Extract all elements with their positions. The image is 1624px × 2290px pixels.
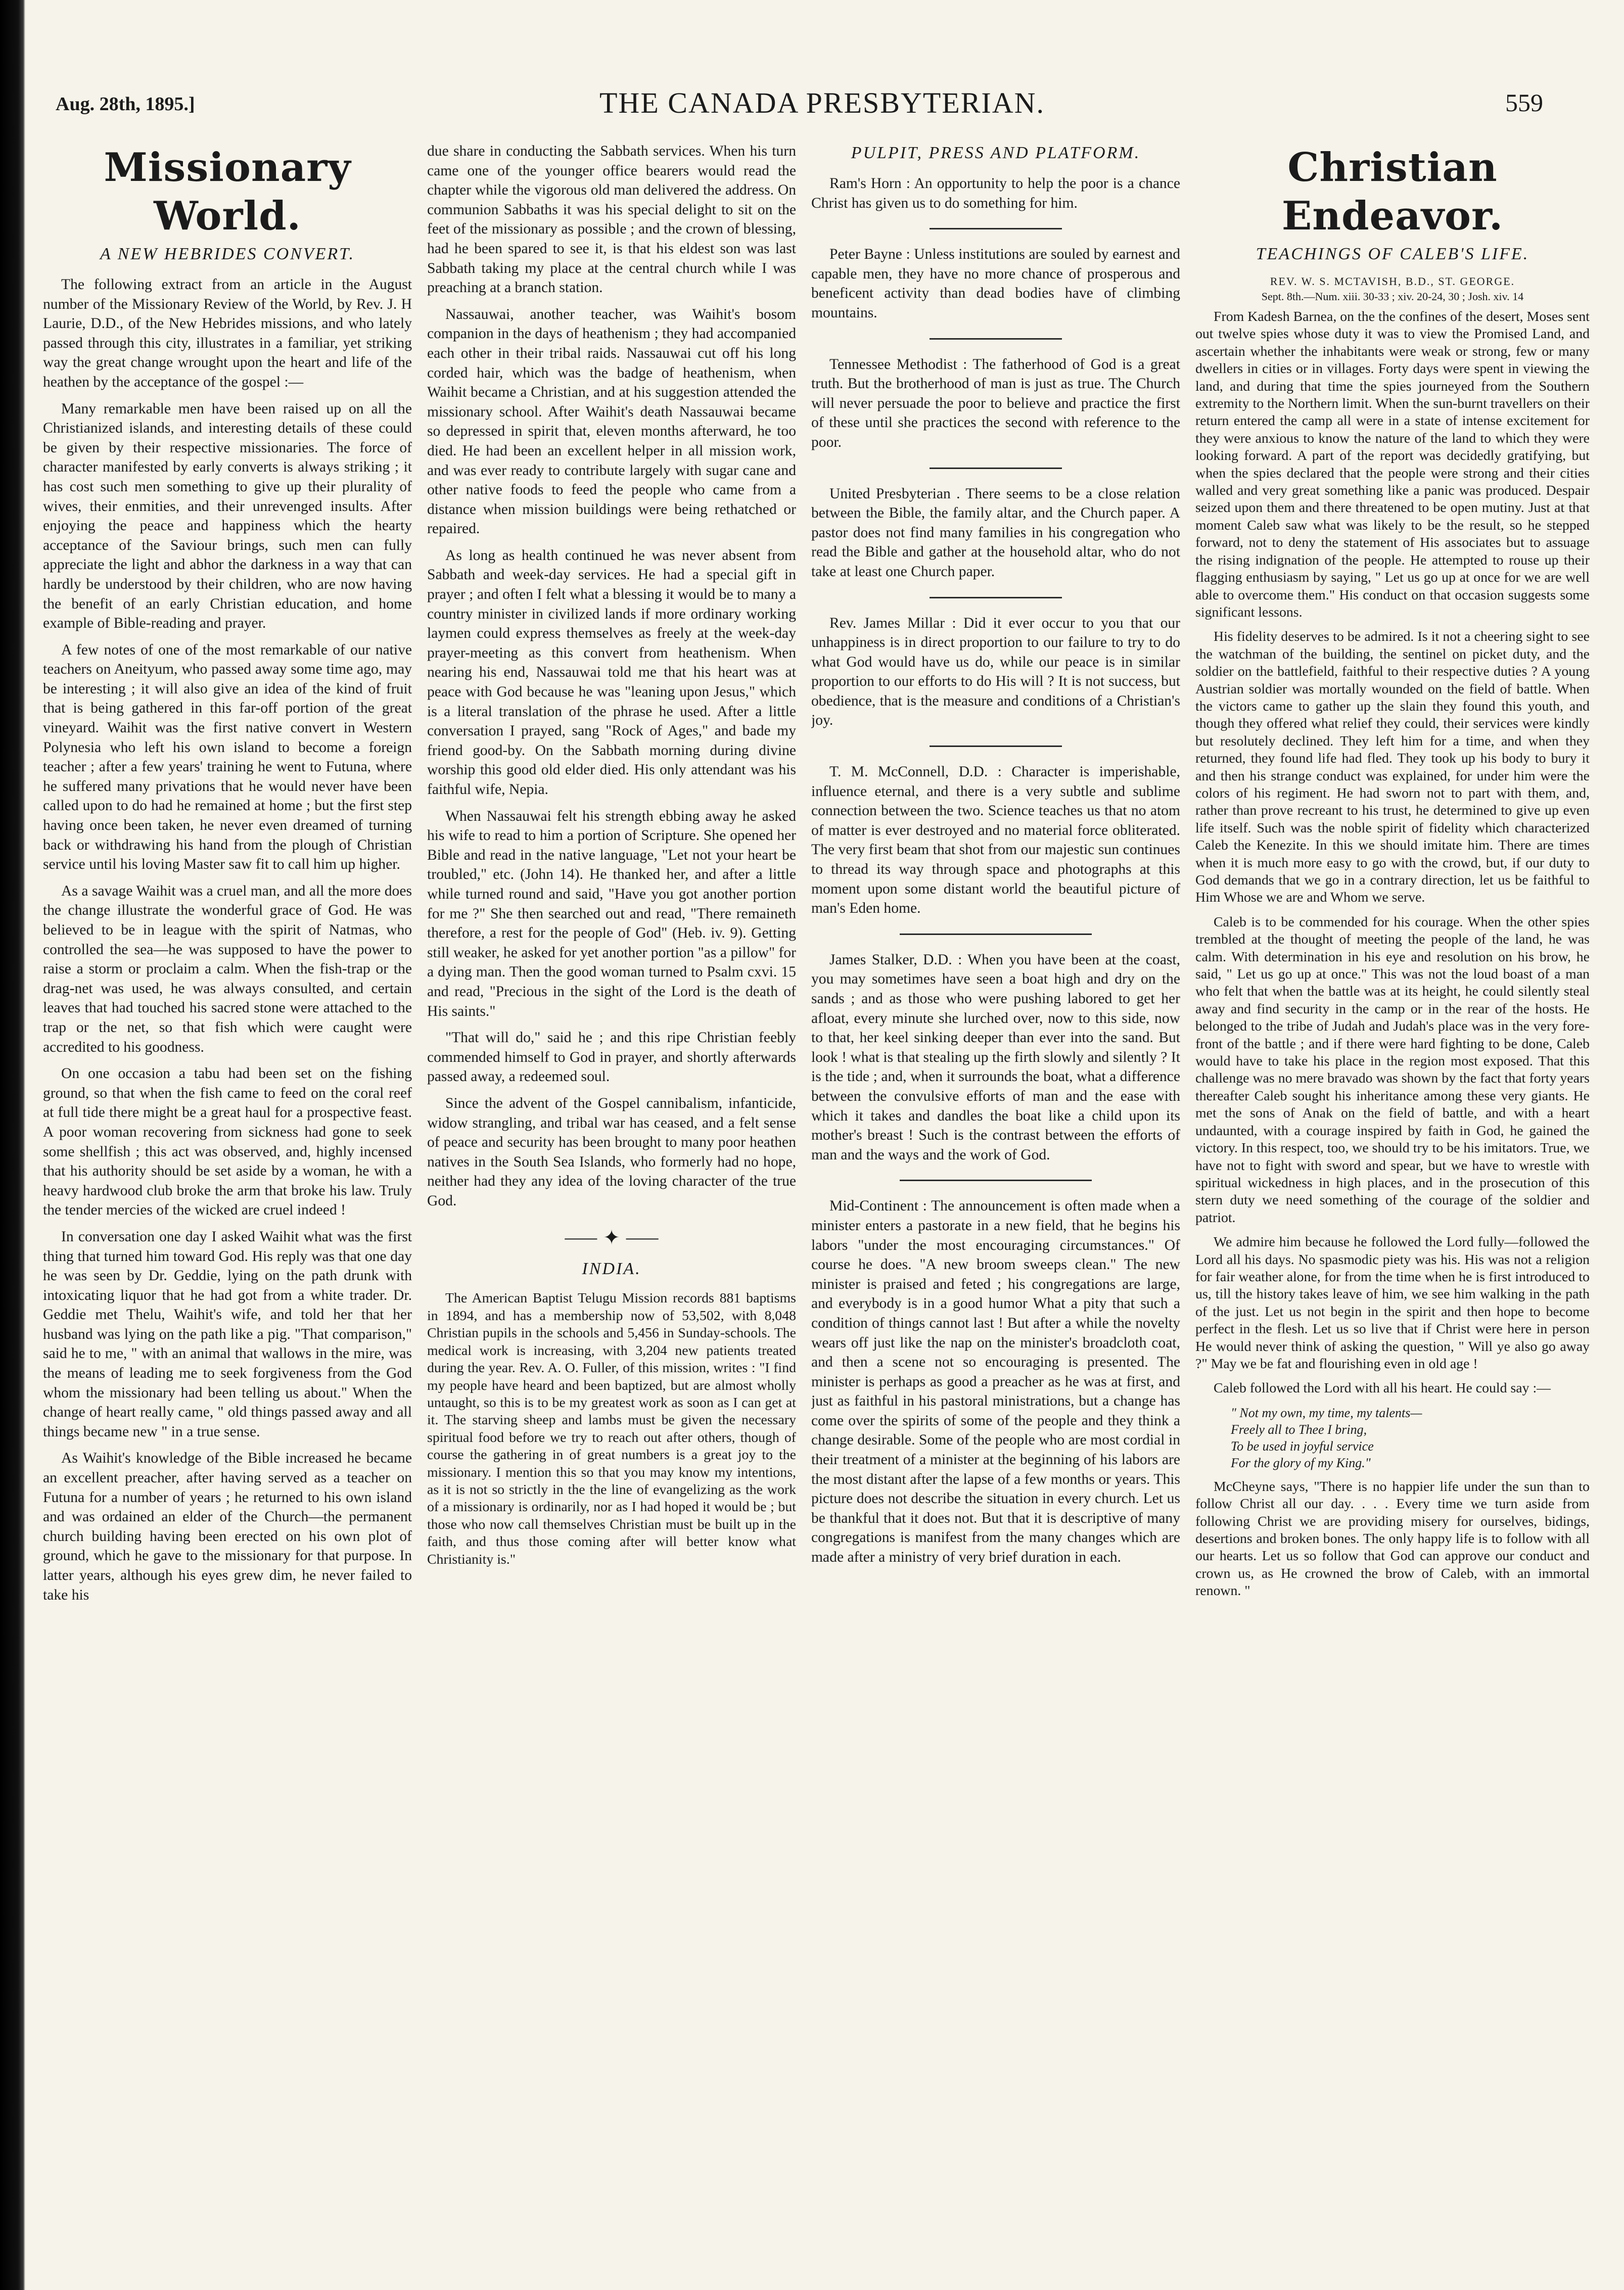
quote-text: Character is imperishable, influence eternal, and there is a very subtle and sublime connection between the two. Science teaches us that no atom of matter is ever destroyed and no material force obliterated. The very first beam that shot from our majestic sun continues to thread its way through space and photographs at this moment upon some distant world the beautiful picture of man's Eden home. — [811, 764, 1180, 917]
quotation-item — [811, 1196, 1180, 1567]
page-binding-edge — [0, 0, 25, 2290]
divider-rule — [930, 597, 1062, 598]
paragraph: McCheyne says, "There is no happier life under the sun than to follow Christ all our day. . . . Every time we turn aside from following Christ we are providing misery for ourselves, bidings, desertions and broken bones. The only happy life is to follow with all our hearts. Let us so follow that God can approve our conduct and crown us, as He crowned the brow of Caleb, with an immortal renown. " — [1195, 1478, 1590, 1599]
quotation-item — [811, 355, 1180, 452]
column-christian-endeavor — [1195, 142, 1590, 2264]
quotation-item — [811, 950, 1180, 1165]
divider-rule — [930, 228, 1062, 229]
newspaper-title: THE CANADA PRESBYTERIAN. — [599, 86, 1045, 119]
quotation-item — [811, 484, 1180, 582]
divider-rule — [900, 1180, 1092, 1181]
paragraph: Nassauwai, another teacher, was Waihit's bosom companion in the days of heathenism ; they had accompanied each other in their tribal raids. Nassauwai cut off his long corded hair, which was the badge of heathenism, when Waihit became a Christian, and at his suggestion attended the missionary school. After Waihit's death Nassauwai became so depressed in spirit that, eleven months afterward, he too died. He had been an excellent helper in all mission work, and was ever ready to contribute largely with sugar cane and other native foods to feed the people who came from a distance when mission buildings were being rethatched or repaired. — [427, 306, 796, 537]
quotation-item — [811, 614, 1180, 731]
quote-source: Tennessee Methodist : — [829, 356, 967, 372]
article-title: PULPIT, PRESS AND PLATFORM. — [851, 144, 1141, 162]
paragraph: From Kadesh Barnea, on the the confines of the desert, Moses sent out twelve spies whose duty it was to view the Promised Land, and ascertain whether the inhabitants were weak or strong, few or many dwellers in cities or in villages. Forty days were spent in viewing the land, and during that time the spies journeyed from the Southern extremity to the Northern limit. When the sun-burnt travellers on their return entered the camp all were in a state of intense excitement for they were anxious to know the nature of the land to which they were looking forward. A part of the report was decidedly gratifying, but when the spies declared that the people were strong and their cities walled and very great something like a panic was produced. Despair seized upon them and there threatened to be open mutiny. Just at that moment Caleb saw what was likely to be the result, so he stepped forward, not to deny the statement of His associates but to assuage the rising indignation of the people. He attempted to rouse up their flagging enthusiasm by saying, " Let us go up at once for we are well able to overcome them." His conduct on that occasion suggests some significant lessons. — [1195, 309, 1590, 620]
divider-rule — [930, 468, 1062, 469]
section-masthead: Christian Endeavor. — [1281, 145, 1504, 239]
issue-date: Aug. 28th, 1895.] — [56, 94, 195, 115]
article-title-india: INDIA. — [582, 1259, 641, 1279]
quote-text: The fatherhood of God is a great truth. But the brotherhood of man is just as true. The Church will never persuade the poor to believe and practice the first of these until she practices the second with reference to the poor. — [811, 356, 1180, 450]
quote-source: Ram's Horn : — [829, 175, 910, 192]
quote-source: Peter Bayne : — [829, 246, 910, 263]
divider-rule — [930, 338, 1062, 340]
quote-source: James Stalker, D.D. : — [829, 951, 962, 968]
divider-rule — [900, 933, 1092, 935]
paragraph: We admire him because he followed the Lord fully—followed the Lord all his days. No spasmodic piety was his. His was not a religion for fair weather alone, for from the time when he is first introduced to us, till the history takes leave of him, we see him walking in the path of the just. Let us not begin in the spirit and then hope to become perfect in the flesh. Let us so live that if Christ were here in person He would never think of asking the question, " Will ye also go away ?" May we be fat and flourishing even in old age ! — [1195, 1234, 1590, 1372]
paragraph: Since the advent of the Gospel cannibalism, infanticide, widow strangling, and tribal war has ceased, and a felt sense of peace and security has been brought to many poor heathen natives in the South Sea Islands, who formerly had no hope, neither had they any idea of the loving character of the true God. — [427, 1095, 796, 1209]
article-title: A NEW HEBRIDES CONVERT. — [100, 245, 355, 263]
paragraph: In conversation one day I asked Waihit what was the first thing that turned him toward God. His reply was that one day he was seen by Dr. Geddie, lying on the path drunk with intoxicating liquor that he had got from a white trader. Dr. Geddie met Thelu, Waihit's wife, and told her that her husband was lying on the path like a pig. "That comparison," said he to me, " with an animal that wallows in the mire, was the means of leading me to seek forgiveness from the God whom the missionary had been telling us about." When the change of heart really came, " old things passed away and all things became new " in a true sense. — [43, 1228, 412, 1440]
quote-text: There seems to be a close relation between the Bible, the family altar, and the Church paper. A pastor does not find many families in his congregation who read the Bible and gather at the household altar, who do not take at least one Church paper. — [811, 485, 1180, 580]
quote-text: Did it ever occur to you that our unhappiness is in direct proportion to our failure to try to do what God would have us do, while our peace is in similar proportion to our efforts to do His will ? It is not success, but obedience, that is the measure and conditions of a Christian's joy. — [811, 615, 1180, 729]
quotation-item — [811, 762, 1180, 918]
quote-text: An opportunity to help the poor is a chance Christ has given us to do something for him. — [811, 175, 1180, 211]
paragraph: "That will do," said he ; and this ripe Christian feebly commended himself to God in prayer, and shortly afterwards passed away, a redeemed soul. — [427, 1030, 796, 1085]
paragraph: As long as health continued he was never absent from Sabbath and week-day services. He had a special gift in prayer ; and often I felt what a blessing it would be to many a country minister in civilized lands if more ordinary working laymen could express themselves as freely at the week-day prayer-meeting as this convert from heathenism. When nearing his end, Nassauwai told me that his heart was at peace with God because he was "leaning upon Jesus," which is a literal translation of the phrase he used. After a little conversation I prayed, sang "Rock of Ages," and bade my friend good-by. On the Sabbath morning during divine worship this good old elder died. His only attendant was his faithful wife, Nepia. — [427, 547, 796, 798]
divider-rule — [930, 745, 1062, 747]
column-missionary-continued — [427, 142, 796, 2264]
quote-text: When you have been at the coast, you may sometimes have seen a boat high and dry on the sands ; and as those who were pushing labored to get her afloat, every minute she lurched over, now to this side, now to that, her keel sinking deeper than ever into the sand. But look ! what is that stealing up the firth slowly and silently ? It is the tide ; and, when it surrounds the boat, what a difference between the convulsive efforts of man and the ease with which it takes and dandles the boat like a child upon its mother's breast ! Such is the contrast between the efforts of man and the ways and the work of God. — [811, 951, 1180, 1163]
paragraph: As Waihit's knowledge of the Bible increased he became an excellent preacher, after having served as a teacher on Futuna for a number of years ; he returned to his own island and was ordained an elder of the Church—the permanent church building having been erected on his own plot of ground, which he gave to the missionary for that purpose. In latter years, although his eyes grew dim, he never failed to take his — [43, 1450, 412, 1603]
paragraph: When Nassauwai felt his strength ebbing away he asked his wife to read to him a portion of Scripture. She opened her Bible and read in the native language, "Let not your heart be troubled," etc. (John 14). He thanked her, and after a little while turned round and said, "Have you got another portion for me ?" She then searched out and read, "There remaineth therefore, a rest for the people of God" (Heb. iv. 9). Getting still weaker, he asked for yet another portion "as a pillow" for a dying man. Then the good woman turned to Psalm cxvi. 15 and read, "Precious in the sight of the Lord is the death of His saints." — [427, 808, 796, 1019]
quote-source: T. M. McConnell, D.D. : — [829, 764, 1002, 780]
paragraph: His fidelity deserves to be admired. Is it not a cheering sight to see the watchman of the building, the sentinel on picket duty, and the soldier on the battlefield, faithful to their respective duties ? A young Austrian soldier was mortally wounded on the field of battle. When the victors came to gather up the slain they found this youth, and though they offered what relief they could, their services were kindly but resolutely declined. They left him for a time, and when they returned, they found life had fled. They took up his body to bury it and then his strange conduct was explained, for under him were the colors of his regiment. He had sworn not to part with them, and, rather than prove recreant to his trust, he determined to give up even life itself. Such was the noble spirit of fidelity which characterized Caleb the Kenezite. In this we should imitate him. There are times when it is much more easy to go with the crowd, but, if our duty to God demands that we go in a contrary direction, let us be faithful to Him Whose we are and Whom we serve. — [1195, 629, 1590, 906]
paragraph: due share in conducting the Sabbath services. When his turn came one of the younger office bearers would read the chapter while the vigorous old man delivered the address. On communion Sabbaths it was his special delight to sit on the feet of the missionary as possible ; and the crown of blessing, had he been spared to see it, is that his eldest son was last Sabbath taking my place at the central church while I was preaching at a branch station. — [427, 143, 796, 296]
paragraph: The American Baptist Telugu Mission records 881 baptisms in 1894, and has a membership now of 53,502, with 8,048 Christian pupils in the schools and 5,456 in Sunday-schools. The medical work is increasing, with 3,204 new patients treated during the year. Rev. A. O. Fuller, of this mission, writes : "I find my people have heard and been baptized, but are almost wholly untaught, so this is to be my greatest work as soon as I can get at it. The starving sheep and lambs must be given the necessary spiritual food before we try to reach out after others, though of course the gathering in of great numbers is a great joy to the missionary. I mention this so that you may know my intentions, as it is not so strictly in the the line of evangelizing as the work of a missionary is ordinarily, nor as I had hoped it would be ; but those who now call themselves Christian must be built up in the faith, and thus those coming after will better know what Christianity is." — [427, 1290, 796, 1567]
column-missionary-world — [43, 142, 412, 2264]
column-pulpit-press-platform — [811, 142, 1180, 2264]
author-byline: REV. W. S. MCTAVISH, B.D., ST. GEORGE. — [1270, 275, 1515, 288]
ornament-divider: ⸺ ✦ ⸺ — [564, 1226, 660, 1249]
page-number: 559 — [1505, 88, 1543, 117]
quotation-item — [811, 174, 1180, 213]
article-title: TEACHINGS OF CALEB'S LIFE. — [1256, 245, 1529, 263]
poem-line: For the glory of my King." — [1231, 1455, 1371, 1470]
quote-source: Mid-Continent : — [829, 1198, 927, 1214]
paragraph: Many remarkable men have been raised up on all the Christianized islands, and interesting details of these could be given by their respective missionaries. The force of character manifested by early converts is always striking ; it has cost such men something to give up their plurality of wives, their enmities, and their unrevenged insults. After enjoying the peace and happiness which the hearty acceptance of the Saviour brings, such men can fully appreciate the light and abhor the darkness in a way that can hardly be understood by their children, who are now having the benefit of an early Christian education, and home example of Bible-reading and prayer. — [43, 400, 412, 632]
poem-line: Freely all to Thee I bring, — [1231, 1422, 1367, 1437]
quotation-item — [811, 245, 1180, 322]
poem-line: " Not my own, my time, my talents— — [1231, 1405, 1422, 1420]
paragraph: Caleb is to be commended for his courage. When the other spies trembled at the thought of meeting the people of the land, he was calm. With determination in his eye and resolution on his brow, he said, " Let us go up at once." This was not the loud boast of a man who felt that when the battle was at its height, he could silently steal away and find security in the camp or in the rear of the hosts. He belonged to the tribe of Judah and Judah's place was in the very fore-front of the battle ; and if there were hard fighting to be done, Caleb would have to take his place in the region most exposed. That this challenge was no mere bravado was shown by the fact that forty years thereafter Caleb sought his inheritance among these very giants. He met the sons of Anak on the field of battle, and with a heart undaunted, with a courage inspired by faith in God, he gained the victory. In this respect, too, we should try to be his imitators. True, we have not to fight with sword and spear, but we have to wrestle with spiritual wickedness in high places, and in the prosecution of this stern duty we need something of the courage of the soldier and patriot. — [1195, 914, 1590, 1226]
poem-line: To be used in joyful service — [1231, 1438, 1374, 1454]
paragraph: As a savage Waihit was a cruel man, and all the more does the change illustrate the wonderful grace of God. He was believed to be in league with the spirit of Natmas, who controlled the sea—he was supposed to have the power to raise a storm or proclaim a calm. When the fish-trap or the drag-net was used, he was always consulted, and certain leaves that had touched his sacred stone were attached to the trap or the net, so that fish which were caught were accredited to his goodness. — [43, 882, 412, 1055]
paragraph: A few notes of one of the most remarkable of our native teachers on Aneityum, who passed away some time ago, may be interesting ; it will also give an idea of the kind of fruit that is being gathered in this far-off portion of the great vineyard. Waihit was the first native convert in Western Polynesia who left his own island to become a foreign teacher ; after a few years' training he went to Futuna, where he suffered many privations that he would never have been called upon to do had he remained at home ; but the first step having once been taken, he never even dreamed of turning back or withdrawing his hand from the plough of Christian service until his loving Master saw fit to call him up higher. — [43, 641, 412, 873]
paragraph: The following extract from an article in the August number of the Missionary Review of the World, by Rev. J. H Laurie, D.D., of the New Hebrides missions, and who lately passed through this city, illustrates in a familiar, yet striking way the great change wrought upon the heart and life of the heathen by the acceptance of the gospel :— — [43, 276, 412, 390]
quote-source: United Presbyterian . — [829, 485, 960, 502]
quote-text: The announcement is often made when a minister enters a pastorate in a new field, that he begins his labors "under the most encouraging circumstances." Of course he does. "A new broom sweeps clean." The new minister is praised and feted ; his congregations are large, and everybody is in a good humor What a pity that such a condition of things cannot last ! But after a while the novelty wears off just like the nap on the minister's broadcloth coat, and then a scene not so encouraging is presented. The minister is perhaps as good a preacher as he was at first, and just as faithful in his pastoral ministrations, but a change has come over the spirits of some of the people and they think a change desirable. Some of the people who are most cordial in their treatment of a minister at the beginning of his labors are the most distant after the lapse of a few months or years. This picture does not describe the situation in every church. Let us be thankful that it does not. But that it is descriptive of many congregations is manifest from the many changes which are made after a ministry of very brief duration in each. — [811, 1198, 1180, 1566]
running-head — [40, 86, 1604, 126]
scripture-reference: Sept. 8th.—Num. xiii. 30-33 ; xiv. 20-24, 30 ; Josh. xiv. 14 — [1261, 290, 1524, 303]
paragraph: On one occasion a tabu had been set on the fishing ground, so that when the fish came to feed on the coral reef at full tide there might be a great haul for a prospective feast. A poor woman recovering from sickness had gone to seek some shellfish ; this act was observed, and, highly incensed that his authority should be set aside by a woman, he with a heavy hardwood club broke the arm that broke his law. Truly the tender mercies of the wicked are cruel indeed ! — [43, 1065, 412, 1219]
quote-source: Rev. James Millar : — [829, 615, 956, 631]
section-masthead: Missionary World. — [104, 145, 351, 239]
quote-text: Unless institutions are souled by earnest and capable men, they have no more chance of prosperous and beneficent activity than dead bodies have of climbing mountains. — [811, 246, 1180, 321]
paragraph: Caleb followed the Lord with all his heart. He could say :— — [1214, 1380, 1551, 1396]
